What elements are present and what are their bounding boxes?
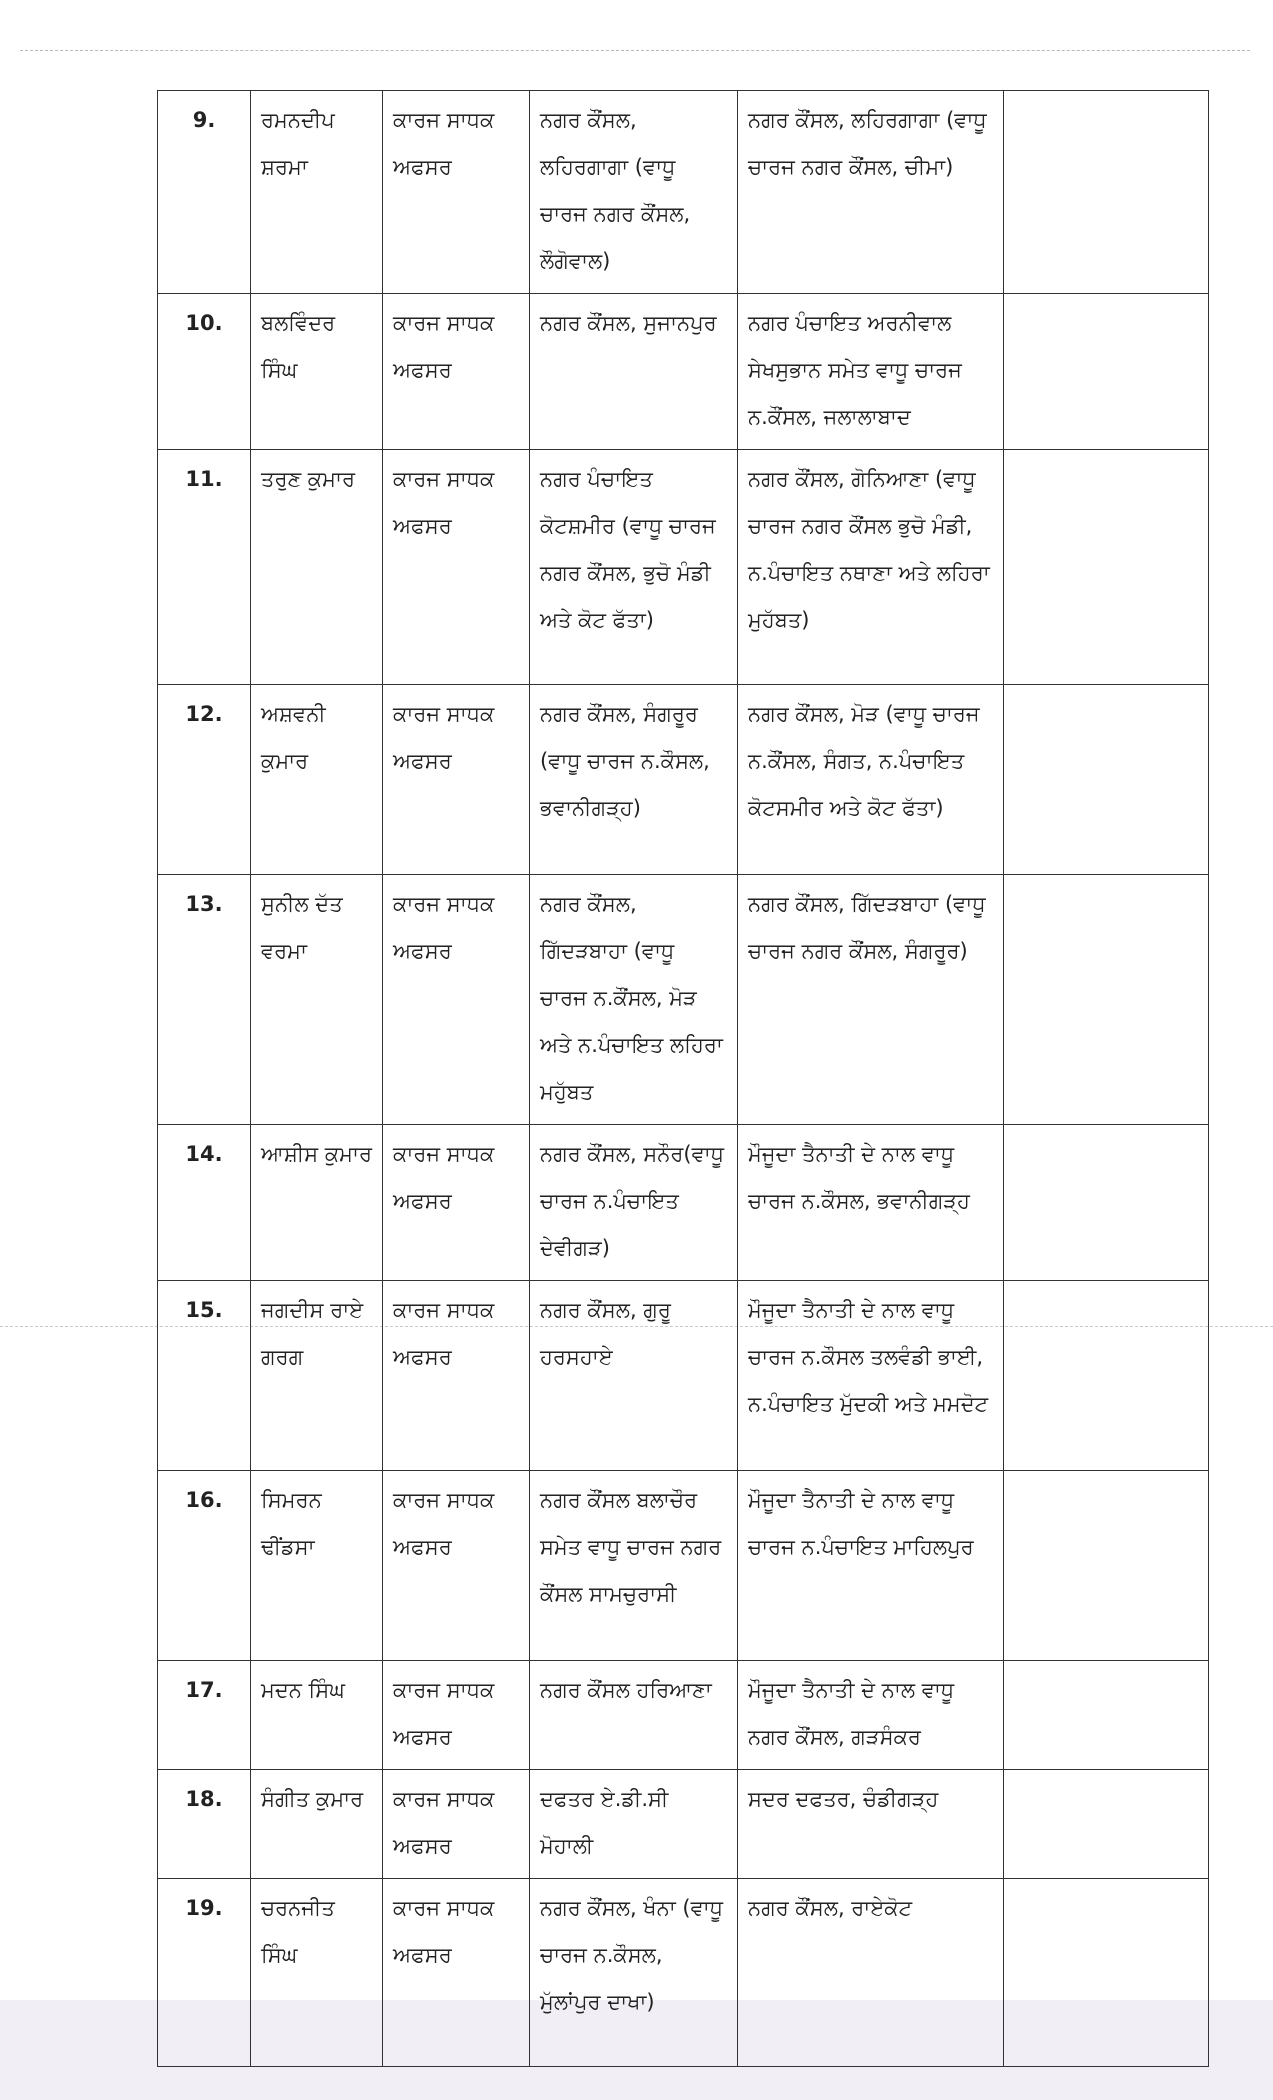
new-posting: ਮੌਜੂਦਾ ਤੈਨਾਤੀ ਦੇ ਨਾਲ ਵਾਧੂ ਨਗਰ ਕੌਂਸਲ, ਗੜਸੰਕਰ [738, 1661, 1004, 1770]
remarks-cell [1004, 294, 1209, 450]
transfer-table [157, 90, 1209, 2067]
officer-name: ਬਲਵਿੰਦਰ ਸਿੰਘ [251, 294, 383, 450]
new-posting: ਨਗਰ ਕੌਂਸਲ, ਮੋੜ (ਵਾਧੂ ਚਾਰਜ ਨ.ਕੌਂਸਲ, ਸੰਗਤ, ਨ.ਪੰਚਾਇਤ ਕੋਟਸਮੀਰ ਅਤੇ ਕੋਟ ਫੱਤਾ) [738, 685, 1004, 875]
serial-number: 10. [158, 294, 251, 450]
remarks-cell [1004, 1125, 1209, 1281]
current-posting: ਨਗਰ ਕੌਂਸਲ, ਸੰਗਰੂਰ (ਵਾਧੂ ਚਾਰਜ ਨ.ਕੌਸਲ, ਭਵਾਨੀਗੜ੍ਹ) [530, 685, 738, 875]
serial-number: 9. [158, 91, 251, 294]
officer-name: ਸਿਮਰਨ ਢੀਂਡਸਾ [251, 1471, 383, 1661]
current-posting: ਨਗਰ ਕੌਂਸਲ, ਸੁਜਾਨਪੁਰ [530, 294, 738, 450]
designation: ਕਾਰਜ ਸਾਧਕ ਅਫਸਰ [383, 450, 530, 685]
designation: ਕਾਰਜ ਸਾਧਕ ਅਫਸਰ [383, 1661, 530, 1770]
designation: ਕਾਰਜ ਸਾਧਕ ਅਫਸਰ [383, 1471, 530, 1661]
current-posting: ਨਗਰ ਕੌਂਸਲ, ਗਿੱਦੜਬਾਹਾ (ਵਾਧੂ ਚਾਰਜ ਨ.ਕੌਂਸਲ, ਮੋੜ ਅਤੇ ਨ.ਪੰਚਾਇਤ ਲਹਿਰਾ ਮਹੁੱਬਤ [530, 875, 738, 1125]
table-row [158, 294, 1209, 450]
current-posting: ਨਗਰ ਕੌਂਸਲ, ਗੁਰੂ ਹਰਸਹਾਏ [530, 1281, 738, 1471]
new-posting: ਮੌਜੂਦਾ ਤੈਨਾਤੀ ਦੇ ਨਾਲ ਵਾਧੂ ਚਾਰਜ ਨ.ਕੌਸਲ, ਭਵਾਨੀਗੜ੍ਹ [738, 1125, 1004, 1281]
new-posting: ਨਗਰ ਕੌਂਸਲ, ਰਾਏਕੋਟ [738, 1879, 1004, 2067]
remarks-cell [1004, 1281, 1209, 1471]
transfer-table-body [158, 91, 1209, 2067]
table-row [158, 1471, 1209, 1661]
designation: ਕਾਰਜ ਸਾਧਕ ਅਫਸਰ [383, 1125, 530, 1281]
officer-name: ਸੁਨੀਲ ਦੱਤ ਵਰਮਾ [251, 875, 383, 1125]
table-row [158, 1281, 1209, 1471]
officer-name: ਜਗਦੀਸ ਰਾਏ ਗਰਗ [251, 1281, 383, 1471]
officer-name: ਆਸ਼ੀਸ ਕੁਮਾਰ [251, 1125, 383, 1281]
current-posting: ਨਗਰ ਕੌਂਸਲ, ਸਨੌਰ(ਵਾਧੂ ਚਾਰਜ ਨ.ਪੰਚਾਇਤ ਦੇਵੀਗੜ) [530, 1125, 738, 1281]
current-posting: ਨਗਰ ਕੌਂਸਲ ਹਰਿਆਣਾ [530, 1661, 738, 1770]
table-row [158, 1661, 1209, 1770]
officer-name: ਮਦਨ ਸਿੰਘ [251, 1661, 383, 1770]
serial-number: 18. [158, 1770, 251, 1879]
serial-number: 15. [158, 1281, 251, 1471]
designation: ਕਾਰਜ ਸਾਧਕ ਅਫਸਰ [383, 294, 530, 450]
officer-name: ਚਰਨਜੀਤ ਸਿੰਘ [251, 1879, 383, 2067]
new-posting: ਸਦਰ ਦਫਤਰ, ਚੰਡੀਗੜ੍ਹ [738, 1770, 1004, 1879]
new-posting: ਮੌਜੂਦਾ ਤੈਨਾਤੀ ਦੇ ਨਾਲ ਵਾਧੂ ਚਾਰਜ ਨ.ਕੌਸਲ ਤਲਵੰਡੀ ਭਾਈ, ਨ.ਪੰਚਾਇਤ ਮੁੱਦਕੀ ਅਤੇ ਮਮਦੋਟ [738, 1281, 1004, 1471]
current-posting: ਦਫਤਰ ਏ.ਡੀ.ਸੀ ਮੋਹਾਲੀ [530, 1770, 738, 1879]
table-row [158, 91, 1209, 294]
table-row [158, 1125, 1209, 1281]
remarks-cell [1004, 91, 1209, 294]
table-row [158, 1770, 1209, 1879]
new-posting: ਨਗਰ ਕੌਂਸਲ, ਲਹਿਰਗਾਗਾ (ਵਾਧੂ ਚਾਰਜ ਨਗਰ ਕੌਂਸਲ, ਚੀਮਾ) [738, 91, 1004, 294]
remarks-cell [1004, 875, 1209, 1125]
remarks-cell [1004, 450, 1209, 685]
officer-name: ਸੰਗੀਤ ਕੁਮਾਰ [251, 1770, 383, 1879]
table-row [158, 875, 1209, 1125]
serial-number: 17. [158, 1661, 251, 1770]
serial-number: 13. [158, 875, 251, 1125]
current-posting: ਨਗਰ ਪੰਚਾਇਤ ਕੋਟਸ਼ਮੀਰ (ਵਾਧੂ ਚਾਰਜ ਨਗਰ ਕੌਂਸਲ, ਭੁਚੋ ਮੰਡੀ ਅਤੇ ਕੋਟ ਫੱਤਾ) [530, 450, 738, 685]
remarks-cell [1004, 1879, 1209, 2067]
current-posting: ਨਗਰ ਕੌਂਸਲ, ਲਹਿਰਗਾਗਾ (ਵਾਧੂ ਚਾਰਜ ਨਗਰ ਕੌਂਸਲ, ਲੌਗੋਵਾਲ) [530, 91, 738, 294]
serial-number: 16. [158, 1471, 251, 1661]
officer-name: ਤਰੁਣ ਕੁਮਾਰ [251, 450, 383, 685]
current-posting: ਨਗਰ ਕੌਂਸਲ, ਖੰਨਾ (ਵਾਧੂ ਚਾਰਜ ਨ.ਕੌਸਲ, ਮੁੱਲਾਂਪੁਰ ਦਾਖਾ) [530, 1879, 738, 2067]
table-row [158, 685, 1209, 875]
designation: ਕਾਰਜ ਸਾਧਕ ਅਫਸਰ [383, 91, 530, 294]
current-posting: ਨਗਰ ਕੌਂਸਲ ਬਲਾਚੌਰ ਸਮੇਤ ਵਾਧੂ ਚਾਰਜ ਨਗਰ ਕੌਂਸਲ ਸਾਮਚੁਰਾਸੀ [530, 1471, 738, 1661]
new-posting: ਮੌਜੂਦਾ ਤੈਨਾਤੀ ਦੇ ਨਾਲ ਵਾਧੂ ਚਾਰਜ ਨ.ਪੰਚਾਇਤ ਮਾਹਿਲਪੁਰ [738, 1471, 1004, 1661]
new-posting: ਨਗਰ ਕੌਂਸਲ, ਗੋਨਿਆਣਾ (ਵਾਧੂ ਚਾਰਜ ਨਗਰ ਕੌਂਸਲ ਭੁਚੋ ਮੰਡੀ, ਨ.ਪੰਚਾਇਤ ਨਥਾਣਾ ਅਤੇ ਲਹਿਰਾ ਮੁਹੱਬਤ) [738, 450, 1004, 685]
designation: ਕਾਰਜ ਸਾਧਕ ਅਫਸਰ [383, 875, 530, 1125]
scan-artifact-top-line [20, 50, 1250, 51]
serial-number: 14. [158, 1125, 251, 1281]
serial-number: 11. [158, 450, 251, 685]
officer-name: ਰਮਨਦੀਪ ਸ਼ਰਮਾ [251, 91, 383, 294]
table-row [158, 1879, 1209, 2067]
designation: ਕਾਰਜ ਸਾਧਕ ਅਫਸਰ [383, 1879, 530, 2067]
new-posting: ਨਗਰ ਪੰਚਾਇਤ ਅਰਨੀਵਾਲ ਸੇਖਸੁਭਾਨ ਸਮੇਤ ਵਾਧੂ ਚਾਰਜ ਨ.ਕੌਂਸਲ, ਜਲਾਲਾਬਾਦ [738, 294, 1004, 450]
designation: ਕਾਰਜ ਸਾਧਕ ਅਫਸਰ [383, 1281, 530, 1471]
remarks-cell [1004, 685, 1209, 875]
remarks-cell [1004, 1661, 1209, 1770]
officer-name: ਅਸ਼ਵਨੀ ਕੁਮਾਰ [251, 685, 383, 875]
serial-number: 19. [158, 1879, 251, 2067]
designation: ਕਾਰਜ ਸਾਧਕ ਅਫਸਰ [383, 685, 530, 875]
designation: ਕਾਰਜ ਸਾਧਕ ਅਫਸਰ [383, 1770, 530, 1879]
table-row [158, 450, 1209, 685]
serial-number: 12. [158, 685, 251, 875]
remarks-cell [1004, 1471, 1209, 1661]
remarks-cell [1004, 1770, 1209, 1879]
new-posting: ਨਗਰ ਕੌਂਸਲ, ਗਿੱਦੜਬਾਹਾ (ਵਾਧੂ ਚਾਰਜ ਨਗਰ ਕੌਂਸਲ, ਸੰਗਰੂਰ) [738, 875, 1004, 1125]
